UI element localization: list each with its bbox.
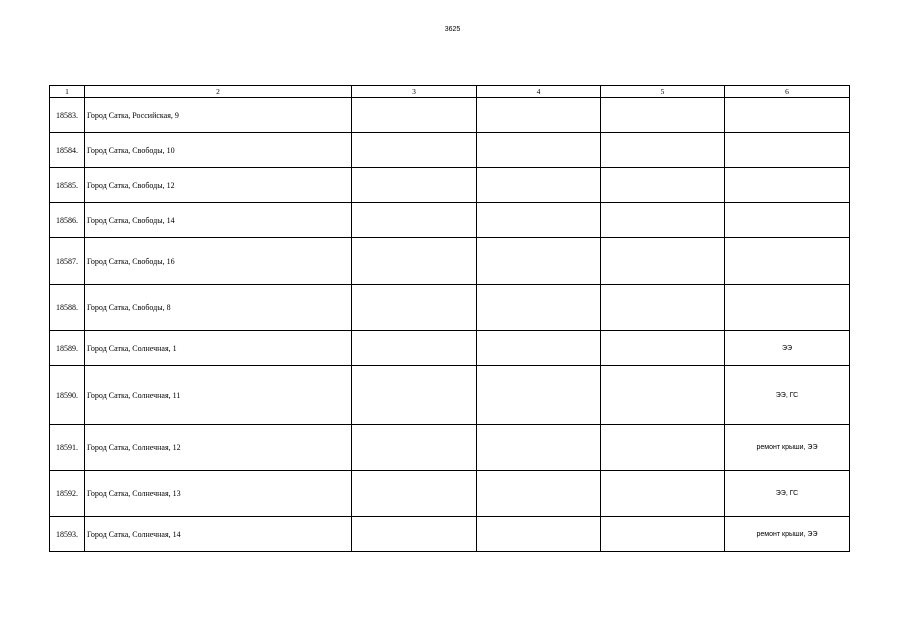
- row-col3: [352, 133, 477, 168]
- row-number: 18588.: [50, 285, 85, 331]
- row-number: 18592.: [50, 471, 85, 517]
- row-address: Город Сатка, Свободы, 12: [85, 168, 352, 203]
- row-col4: [477, 168, 601, 203]
- row-col6: ЭЭ, ГС: [725, 471, 850, 517]
- row-address: Город Сатка, Солнечная, 14: [85, 517, 352, 552]
- row-col3: [352, 285, 477, 331]
- row-col6: [725, 238, 850, 285]
- data-table: [49, 85, 850, 552]
- row-col6: ЭЭ, ГС: [725, 366, 850, 425]
- column-header: 1: [50, 86, 85, 98]
- row-col6: [725, 285, 850, 331]
- row-col5: [601, 425, 725, 471]
- row-address: Город Сатка, Солнечная, 11: [85, 366, 352, 425]
- table-row: [50, 203, 850, 238]
- row-col4: [477, 517, 601, 552]
- row-col3: [352, 238, 477, 285]
- row-col6: ЭЭ: [725, 331, 850, 366]
- row-number: 18586.: [50, 203, 85, 238]
- row-col3: [352, 471, 477, 517]
- table-row: [50, 331, 850, 366]
- row-number: 18584.: [50, 133, 85, 168]
- row-col5: [601, 168, 725, 203]
- column-header: 2: [85, 86, 352, 98]
- table-row: [50, 471, 850, 517]
- row-col4: [477, 471, 601, 517]
- row-address: Город Сатка, Солнечная, 13: [85, 471, 352, 517]
- row-col4: [477, 133, 601, 168]
- header-row: [50, 86, 850, 98]
- row-col3: [352, 425, 477, 471]
- column-header: 5: [601, 86, 725, 98]
- row-col4: [477, 203, 601, 238]
- row-col4: [477, 331, 601, 366]
- row-col5: [601, 517, 725, 552]
- row-number: 18585.: [50, 168, 85, 203]
- row-col6: [725, 168, 850, 203]
- column-header: 6: [725, 86, 850, 98]
- row-col5: [601, 133, 725, 168]
- row-address: Город Сатка, Российская, 9: [85, 98, 352, 133]
- row-col6: [725, 203, 850, 238]
- column-header: 4: [477, 86, 601, 98]
- row-address: Город Сатка, Свободы, 14: [85, 203, 352, 238]
- row-col4: [477, 238, 601, 285]
- row-number: 18593.: [50, 517, 85, 552]
- row-col4: [477, 366, 601, 425]
- page-number: 3625: [444, 26, 461, 33]
- row-col6: [725, 98, 850, 133]
- row-col3: [352, 203, 477, 238]
- row-col5: [601, 203, 725, 238]
- table-row: [50, 133, 850, 168]
- row-number: 18590.: [50, 366, 85, 425]
- row-col6: ремонт крыши, ЭЭ: [725, 425, 850, 471]
- table-row: [50, 366, 850, 425]
- row-col6: [725, 133, 850, 168]
- table-row: [50, 168, 850, 203]
- table-row: [50, 517, 850, 552]
- row-address: Город Сатка, Свободы, 10: [85, 133, 352, 168]
- table-row: [50, 425, 850, 471]
- row-address: Город Сатка, Солнечная, 1: [85, 331, 352, 366]
- table-row: [50, 238, 850, 285]
- row-col3: [352, 98, 477, 133]
- row-col5: [601, 238, 725, 285]
- row-col5: [601, 331, 725, 366]
- row-col3: [352, 366, 477, 425]
- row-col6: ремонт крыши, ЭЭ: [725, 517, 850, 552]
- row-col3: [352, 168, 477, 203]
- row-col4: [477, 98, 601, 133]
- row-col5: [601, 285, 725, 331]
- row-address: Город Сатка, Свободы, 16: [85, 238, 352, 285]
- row-col5: [601, 366, 725, 425]
- row-number: 18587.: [50, 238, 85, 285]
- row-address: Город Сатка, Свободы, 8: [85, 285, 352, 331]
- row-col3: [352, 517, 477, 552]
- row-col5: [601, 471, 725, 517]
- table-row: [50, 98, 850, 133]
- row-address: Город Сатка, Солнечная, 12: [85, 425, 352, 471]
- row-col3: [352, 331, 477, 366]
- column-header: 3: [352, 86, 477, 98]
- row-col5: [601, 98, 725, 133]
- row-number: 18591.: [50, 425, 85, 471]
- row-col4: [477, 285, 601, 331]
- row-number: 18583.: [50, 98, 85, 133]
- row-number: 18589.: [50, 331, 85, 366]
- table-row: [50, 285, 850, 331]
- row-col4: [477, 425, 601, 471]
